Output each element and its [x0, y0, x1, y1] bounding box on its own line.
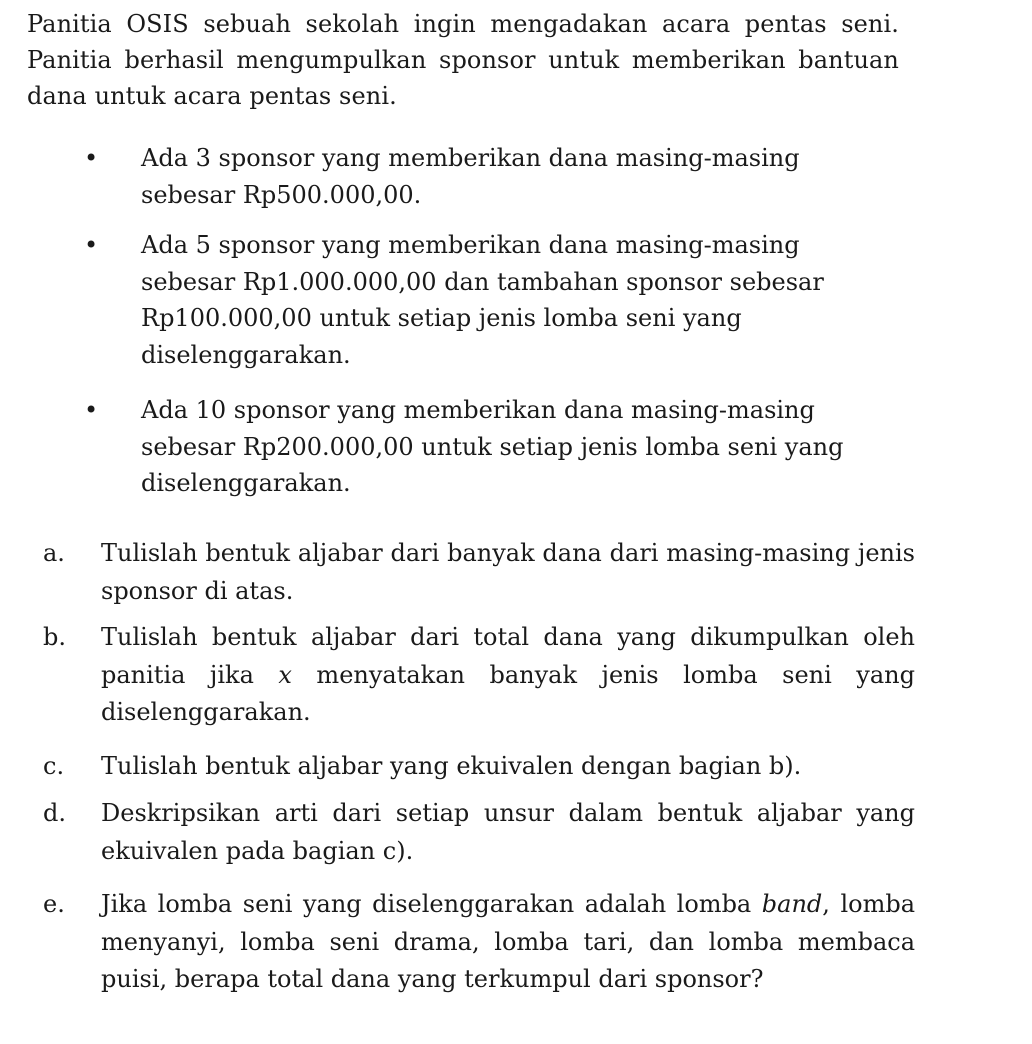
question-text-part: , lomba menyanyi, lomba seni drama, lomba tari, dan lomba membaca puisi, berapa total dana yang terkumpul dari sponsor? [101, 890, 915, 993]
sponsor-item-text: Ada 5 sponsor yang memberikan dana masing-masing sebesar Rp1.000.000,00 dan tambahan sponsor sebesar Rp100.000,00 untuk setiap jenis lomba seni yang diselenggarakan. [141, 231, 824, 369]
intro-paragraph: Panitia OSIS sebuah sekolah ingin mengadakan acara pentas seni. Panitia berhasil mengumpulkan sponsor untuk memberikan bantuan dana untuk acara pentas seni. [27, 10, 899, 110]
question-text-part: Jika lomba seni yang diselenggarakan adalah lomba [101, 890, 762, 918]
question-text: Tulislah bentuk aljabar yang ekuivalen dengan bagian b). [101, 752, 802, 780]
question-text [101, 619, 915, 732]
question-text: Tulislah bentuk aljabar dari banyak dana dari masing-masing jenis sponsor di atas. [101, 539, 915, 605]
question-text: Deskripsikan arti dari setiap unsur dalam bentuk aljabar yang ekuivalen pada bagian c). [101, 799, 915, 865]
question-letter: d. [43, 799, 66, 827]
question-letter: a. [43, 539, 65, 567]
variable-x: x [278, 660, 292, 689]
sponsor-item-text: Ada 10 sponsor yang memberikan dana masing-masing sebesar Rp200.000,00 untuk setiap jenis lomba seni yang diselenggarakan. [141, 396, 844, 497]
bullet-marker: • [84, 231, 99, 259]
question-letter: e. [43, 890, 65, 918]
question-text-part: menyatakan banyak jenis lomba seni yang diselenggarakan. [101, 660, 915, 726]
bullet-marker: • [84, 144, 99, 172]
question-text-part: Tulislah bentuk aljabar dari total dana yang dikumpulkan oleh panitia jika [101, 623, 915, 689]
question-letter: c. [43, 752, 65, 780]
question-letter: b. [43, 623, 66, 651]
question-text [101, 886, 915, 999]
bullet-marker: • [84, 396, 99, 424]
emphasis-band: band [761, 890, 823, 918]
sponsor-item-text: Ada 3 sponsor yang memberikan dana masing-masing sebesar Rp500.000,00. [141, 144, 800, 209]
